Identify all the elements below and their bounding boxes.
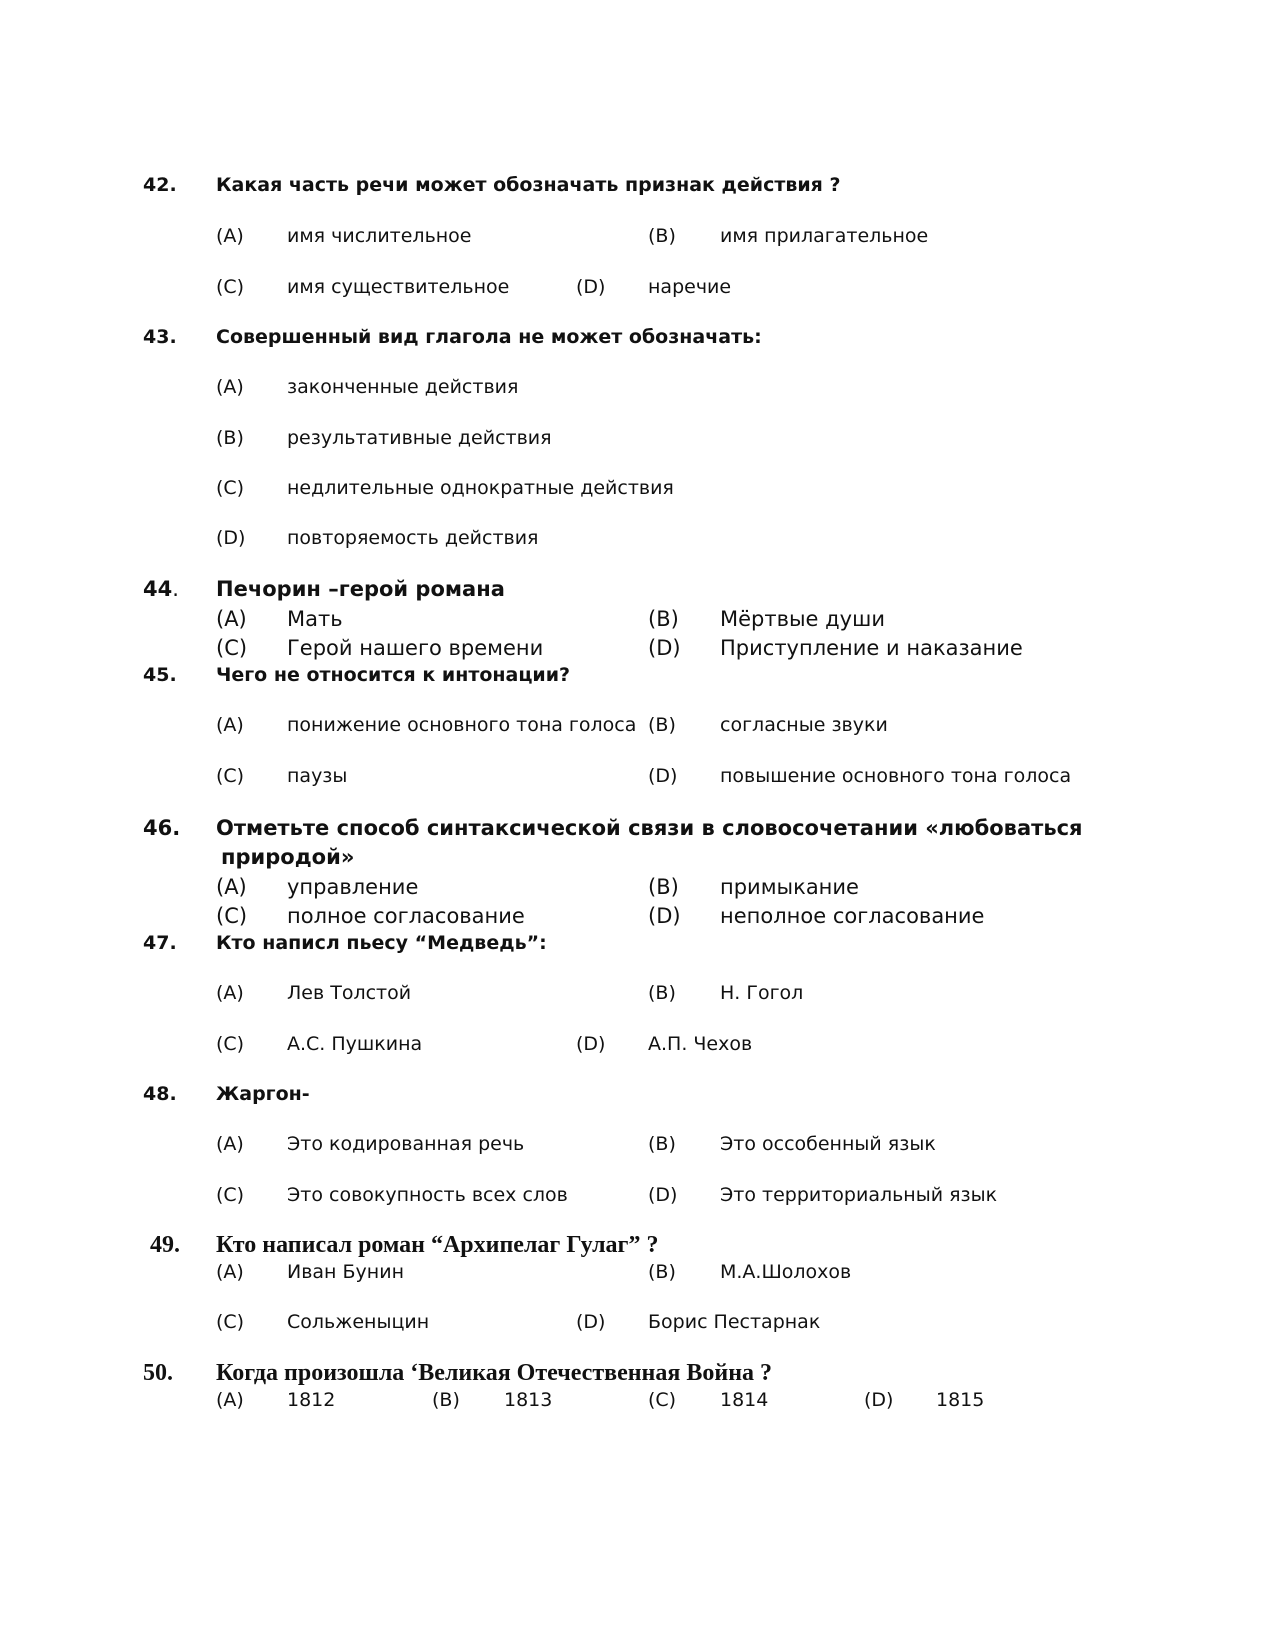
option-text: Н. Гогол	[720, 982, 804, 1004]
option-label: (A)	[216, 1133, 244, 1155]
option-text: понижение основного тона голоса	[287, 714, 637, 736]
question-text: Отметьте способ синтаксической связи в словосочетании «любоваться	[216, 816, 1083, 840]
option-text: управление	[287, 875, 419, 899]
option-text: Это территориальный язык	[720, 1184, 998, 1206]
option-label: (A)	[216, 225, 244, 247]
question-number: 46.	[143, 816, 181, 840]
question-number: 43.	[143, 326, 177, 348]
option-text: Борис Пестарнак	[648, 1311, 821, 1333]
option-text: согласные звуки	[720, 714, 888, 736]
option-label: (A)	[216, 1389, 244, 1411]
option-label: (B)	[648, 714, 676, 736]
option-text: паузы	[287, 765, 348, 787]
option-text: результативные действия	[287, 427, 552, 449]
option-text: имя числительное	[287, 225, 472, 247]
option-label: (C)	[216, 1184, 245, 1206]
option-text: имя существительное	[287, 276, 510, 298]
option-label: (D)	[648, 904, 681, 928]
option-label: (D)	[576, 1311, 606, 1333]
question-number: 49.	[150, 1232, 180, 1258]
option-label: (D)	[216, 527, 246, 549]
question-number: 44.	[143, 577, 179, 601]
question-text: Чего не относится к интонации?	[216, 664, 571, 686]
option-text: Это совокупность всех слов	[287, 1184, 568, 1206]
option-label: (C)	[216, 636, 248, 660]
option-text: наречие	[648, 276, 732, 298]
option-label: (B)	[648, 875, 679, 899]
option-text: имя прилагательное	[720, 225, 929, 247]
question-number: 47.	[143, 932, 177, 954]
option-text: Лев Толстой	[287, 982, 412, 1004]
option-label: (D)	[648, 1184, 678, 1206]
option-label: (B)	[648, 607, 679, 631]
option-label: (D)	[648, 636, 681, 660]
option-text: 1812	[287, 1389, 336, 1411]
option-label: (B)	[648, 1261, 676, 1283]
option-text: Иван Бунин	[287, 1261, 404, 1283]
option-label: (D)	[576, 1033, 606, 1055]
option-text: Приступление и наказание	[720, 636, 1023, 660]
option-text: 1813	[504, 1389, 553, 1411]
question-number: 45.	[143, 664, 177, 686]
question-number: 42.	[143, 174, 177, 196]
option-text: Сольженыцин	[287, 1311, 430, 1333]
option-label: (B)	[648, 225, 676, 247]
option-text: полное согласование	[287, 904, 525, 928]
option-label: (C)	[216, 1311, 245, 1333]
option-label: (C)	[216, 765, 245, 787]
option-label: (A)	[216, 1261, 244, 1283]
option-text: Это оссобенный язык	[720, 1133, 936, 1155]
question-text: Кто написал роман “Архипелаг Гулаг” ?	[216, 1232, 659, 1258]
option-text: законченные действия	[287, 376, 519, 398]
option-label: (D)	[576, 276, 606, 298]
question-number: 48.	[143, 1083, 177, 1105]
question-text: Печорин –герой романа	[216, 577, 505, 601]
option-label: (A)	[216, 714, 244, 736]
option-label: (B)	[648, 982, 676, 1004]
option-label: (C)	[216, 904, 248, 928]
question-number: 50.	[143, 1360, 173, 1386]
option-label: (C)	[216, 276, 245, 298]
option-label: (C)	[216, 1033, 245, 1055]
option-text: 1815	[936, 1389, 985, 1411]
question-text: Когда произошла ‘Великая Отечественная Война ?	[216, 1360, 773, 1386]
option-text: повторяемость действия	[287, 527, 539, 549]
option-label: (B)	[648, 1133, 676, 1155]
option-text: Мёртвые души	[720, 607, 885, 631]
question-text-continued: природой»	[221, 845, 355, 869]
option-label: (C)	[648, 1389, 677, 1411]
option-text: недлительные однократные действия	[287, 477, 674, 499]
option-text: Мать	[287, 607, 343, 631]
option-label: (A)	[216, 376, 244, 398]
option-label: (B)	[216, 427, 244, 449]
option-text: А.П. Чехов	[648, 1033, 753, 1055]
question-text: Совершенный вид глагола не может обозначать:	[216, 326, 762, 348]
question-text: Какая часть речи может обозначать признак действия ?	[216, 174, 841, 196]
option-label: (A)	[216, 982, 244, 1004]
option-label: (D)	[864, 1389, 894, 1411]
option-text: неполное согласование	[720, 904, 985, 928]
option-label: (A)	[216, 875, 247, 899]
question-text: Кто написл пьесу “Медведь”:	[216, 932, 547, 954]
option-label: (C)	[216, 477, 245, 499]
option-label: (D)	[648, 765, 678, 787]
option-text: 1814	[720, 1389, 769, 1411]
option-text: повышение основного тона голоса	[720, 765, 1072, 787]
option-text: Это кодированная речь	[287, 1133, 525, 1155]
option-text: М.А.Шолохов	[720, 1261, 852, 1283]
option-text: Герой нашего времени	[287, 636, 544, 660]
option-text: А.С. Пушкина	[287, 1033, 423, 1055]
option-text: примыкание	[720, 875, 859, 899]
question-text: Жаргон-	[216, 1083, 310, 1105]
option-label: (B)	[432, 1389, 460, 1411]
option-label: (A)	[216, 607, 247, 631]
